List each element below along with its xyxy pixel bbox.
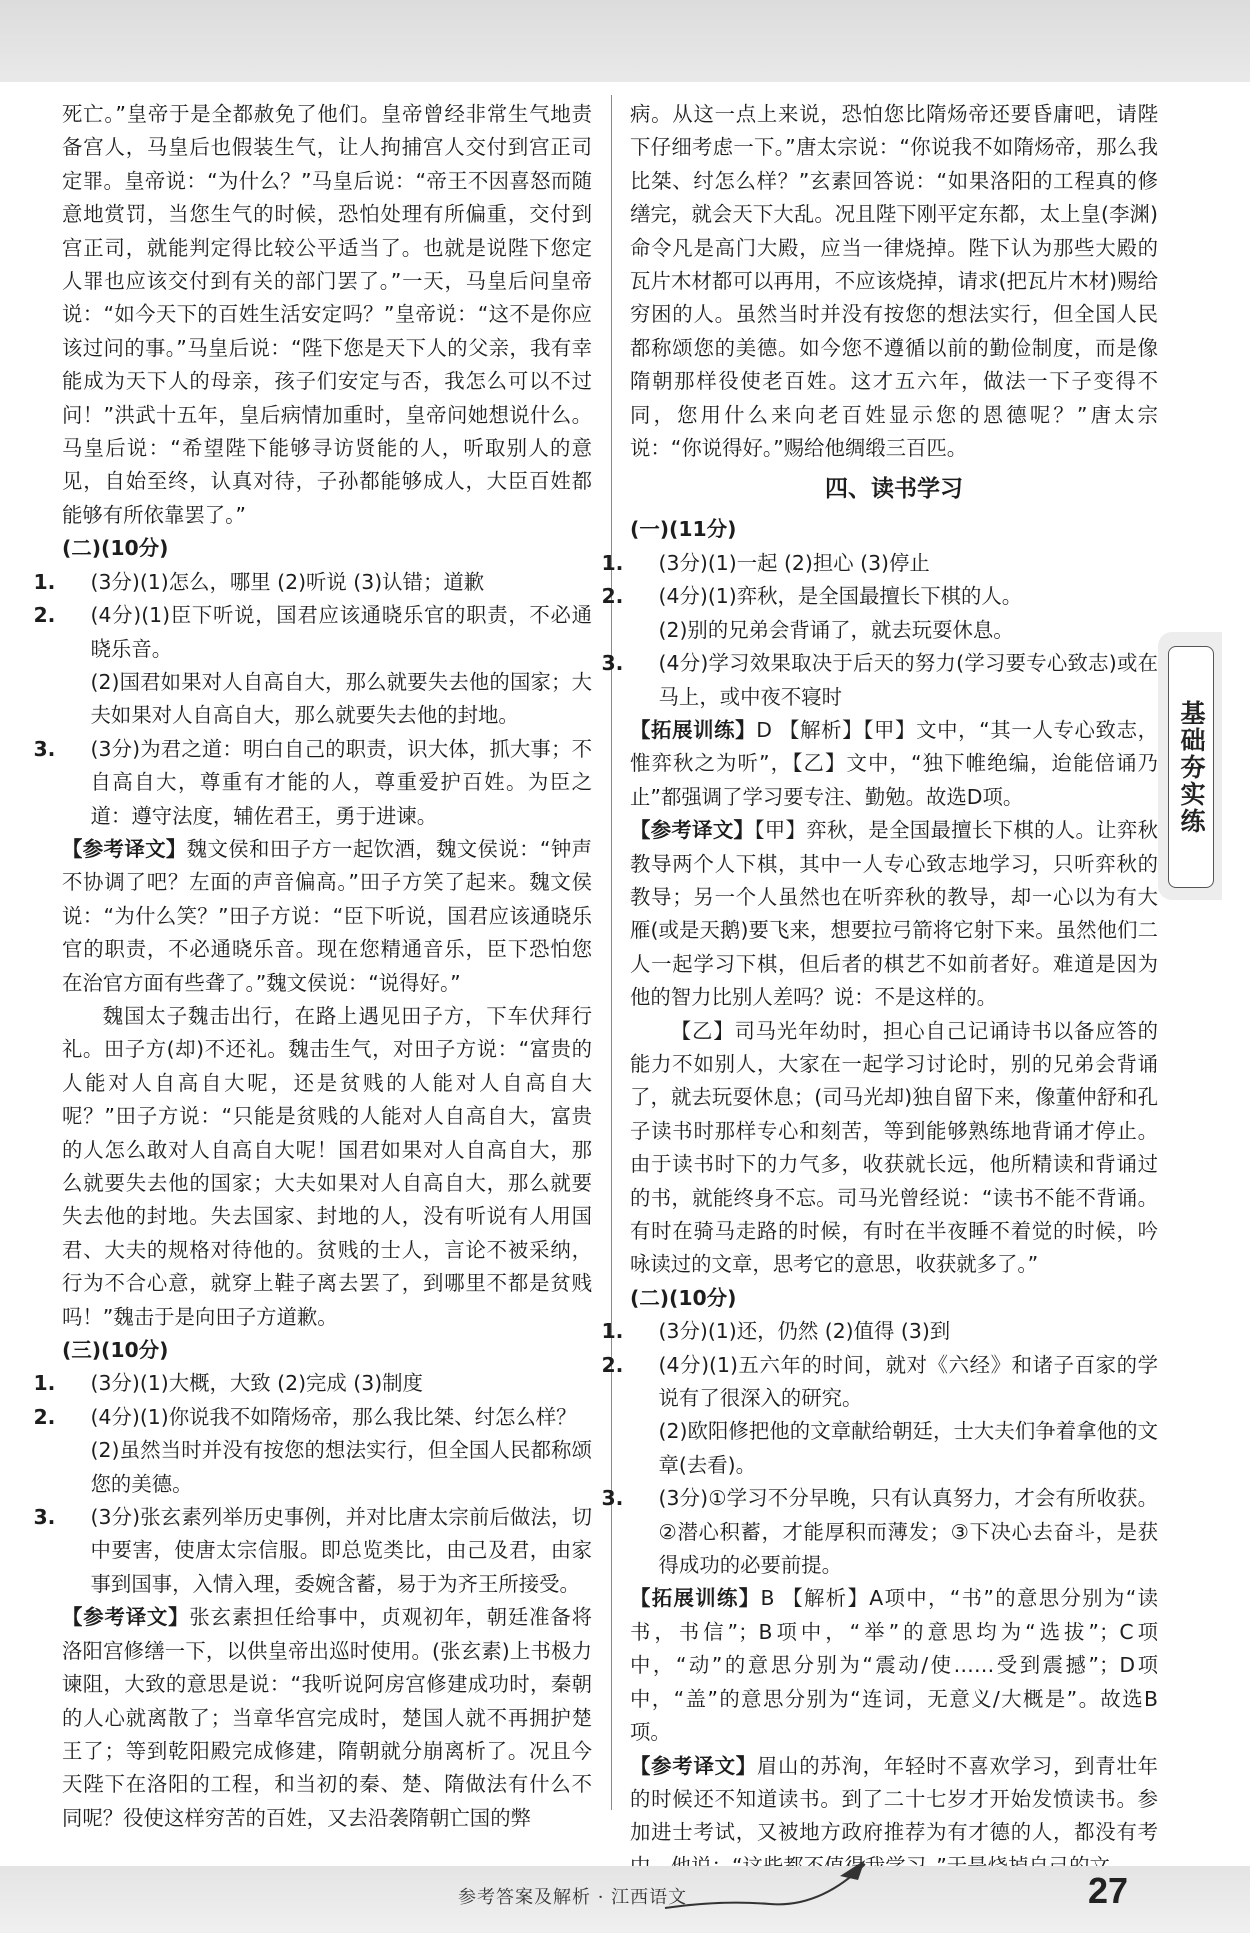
translation-paragraph: 魏国太子魏击出行，在路上遇见田子方，下车伏拜行礼。田子方(却)不还礼。魏击生气，对田子方说：“富贵的人能对人自高自大呢，还是贫贱的人能对人自高自大呢？”田子方说：“只能是贫贱的人能对人自高自大，富贵的人怎么敢对人自高自大呢！国君如果对人自高自大，那么就要失去他的国家；大夫如果对人自高自大，那么就要失去他的封地。失去国家、封地的人，没有听说有人用国君、大夫的规格对待他的。贫贱的士人，言论不被采纳，行为不合心意，就穿上鞋子离去罢了，到哪里不都是贫贱吗！”魏击于是向田子方道歉。	[62, 1003, 592, 1329]
question-item: 1. (3分)(1)一起 (2)担心 (3)停止	[601, 550, 930, 575]
right-column	[601, 98, 1159, 1883]
translation: 【参考译文】眉山的苏洵，年轻时不喜欢学习，到青壮年的时候还不知道读书。到了二十七岁才开始发愤读书。参加进士考试，又被地方政府推荐为有才德的人，都没有考	[630, 1753, 1159, 1845]
footer-title: 参考答案及解析 · 江西语文	[458, 1887, 688, 1908]
question-item: 3. (3分)为君之道：明白自己的职责，识大体，抓大事；不自高自大，尊重有才能的人，尊重爱护百姓。为臣之道：遵守法度，辅佐君王，勇于进谏。	[33, 736, 592, 828]
pen-icon	[660, 1856, 870, 1916]
translation-paragraph: 【乙】司马光年幼时，担心自己记诵诗书以备应答的能力不如别人，大家在一起学习讨论时，别的兄弟会背诵了，就去玩耍休息；(司马光却)独自留下来，像董仲舒和孔子读书时那样专心和刻苦，等到能够熟练地背诵才停止。由于读书时下的力气多，收获就长远，他所精读和背诵过的书，就能终身不忘。司马光曾经说：“读书不能不背诵。有时在骑马走路的时候，有时在半夜睡不着觉的时候，吟咏读过的文章，思考它的意思，收获就多了。”	[630, 1018, 1158, 1277]
question-item: 1. (3分)(1)怎么，哪里 (2)听说 (3)认错；道歉	[33, 569, 485, 594]
translation: 【参考译文】【甲】弈秋，是全国最擅长下棋的人。让弈秋教导两个人下棋，其中一人专心致志地学习，只听弈秋的教导；另一个人虽然也在听弈秋的教导，却一心以为有大雁(或是天鹅)要飞来，想要拉弓箭将它射下来。虽然他们二人一起学习下棋，但后者的棋艺不如前者好。难道是因为他的智力比别人差吗？说：不是这样的。	[630, 818, 1158, 1010]
extension-exercise: 【拓展训练】B 【解析】A项中，“书”的意思分别为“读书，书信”；B项中，“举”的意思均为“选拔”；C项中，“动”的意思分别为“震动/使……受到震撼”；D项中，“盖”的意思分别为“连词，无意义/大概是”。故选B项。	[630, 1586, 1159, 1745]
left-column	[33, 98, 593, 1835]
side-tab-label: 基础夯实练	[1168, 646, 1214, 888]
translation: 【参考译文】魏文侯和田子方一起饮酒，魏文侯说：“钟声不协调了吧？左面的声音偏高。”田子方笑了起来。魏文侯说：“为什么笑？”田子方说：“臣下听说，国君应该通晓乐官的职责，不必通晓乐音。现在您精通音乐，臣下恐怕您在治官方面有些聋了。”魏文侯说：“说得好。”	[62, 836, 593, 995]
question-item: 1. (3分)(1)大概，大致 (2)完成 (3)制度	[33, 1371, 423, 1396]
page-number: 27	[1088, 1870, 1129, 1911]
question-subitem: (2)别的兄弟会背诵了，就去玩耍休息。	[658, 617, 1014, 642]
paragraph: 病。从这一点上来说，恐怕您比隋炀帝还要昏庸吧，请陛下仔细考虑一下。”唐太宗说：“你说我不如隋炀帝，那么我比桀、纣怎么样？”玄素回答说：“如果洛阳的工程真的修缮完，就会天下大乱。况且陛下刚平定东都，太上皇(李渊)命令凡是高门大殿，应当一律烧掉。陛下认为那些大殿的瓦片木材都可以再用，不应该烧掉，请求(把瓦片木材)赐给穷困的人。虽然当时并没有按您的想法实行，但全国人民都称颂您的美德。如今您不遵循以前的勤俭制度，而是像隋朝那样役使老百姓。这才五六年，做法一下子变得不同，您用什么来向老百姓显示您的恩德呢？”唐太宗说：“你说得好。”赐给他绸缎三百匹。	[630, 102, 1158, 461]
question-item: 2. (4分)(1)五六年的时间，就对《六经》和诸子百家的学说有了很深入的研究。	[601, 1352, 1158, 1411]
paragraph: 死亡。”皇帝于是全都赦免了他们。皇帝曾经非常生气地责备宫人，马皇后也假装生气，让人拘捕宫人交付到宫正司定罪。皇帝说：“为什么？”马皇后说：“帝王不因喜怒而随意地赏罚，当您生气的时候，恐怕处理有所偏重，交付到宫正司，就能判定得比较公平适当了。也就是说陛下您定人罪也应该交付到有关的部门罢了。”一天，马皇后问皇帝说：“如今天下的百姓生活安定吗？”皇帝说：“这不是你应该过问的事。”马皇后说：“陛下您是天下人的父亲，我有幸能成为天下人的母亲，孩子们安定与否，我怎么可以不过问！”洪武十五年，皇后病情加重时，皇帝问她想说什么。马皇后说：“希望陛下能够寻访贤能的人，听取别人的意见，自始至终，认真对待，子孙都能够成人，大臣百姓都能够有所依靠罢了。”	[62, 102, 592, 527]
section-heading: (二)(10分)	[62, 536, 169, 561]
extension-exercise: 【拓展训练】D 【解析】【甲】文中，“其一人专心致志，惟弈秋之为听”，【乙】文中，“独下帷绝编，迨能倍诵乃止”都强调了学习要专注、勤勉。故选D项。	[630, 717, 1158, 809]
question-item: 3. (4分)学习效果取决于后天的努力(学习要专心致志)或在马上，或中夜不寝时	[601, 651, 1158, 709]
side-tab	[1158, 632, 1222, 900]
question-item: 1. (3分)(1)还，仍然 (2)值得 (3)到	[601, 1319, 951, 1344]
section-heading: (三)(10分)	[62, 1338, 169, 1363]
translation: 【参考译文】张玄素担任给事中，贞观初年，朝廷准备将洛阳宫修缮一下，以供皇帝出巡时使用。(张玄素)上书极力谏阻，大致的意思是说：“我听说阿房宫修建成功时，秦朝的人心就离散了；当章华宫完成时，楚国人就不再拥护楚王了；等到乾阳殿完成修建，隋朝就分崩离析了。况且今天陛下在洛阳的工程，和当初的秦、楚、隋做法有什么不同呢？役使这样穷苦的百姓，又去沿袭隋朝亡国的弊	[62, 1605, 593, 1830]
question-item: 2. (4分)(1)弈秋，是全国最擅长下棋的人。	[601, 584, 1023, 609]
question-subitem: (2)虽然当时并没有按您的想法实行，但全国人民都称颂您的美德。	[90, 1438, 592, 1496]
section-heading: (二)(10分)	[630, 1285, 737, 1310]
question-item: 3. (3分)张玄素列举历史事例，并对比唐太宗前后做法，切中要害，使唐太宗信服。即总览类比，由己及君，由家事到国事，入情入理，委婉含蓄，易于为齐王所接受。	[33, 1505, 592, 1596]
column-divider	[611, 95, 612, 1810]
section-heading: (一)(11分)	[630, 517, 737, 542]
question-item: 3. (3分)①学习不分早晚，只有认真努力，才会有所收获。②潜心积蓄，才能厚积而薄发；③下决心去奋斗，是获得成功的必要前提。	[601, 1486, 1158, 1578]
question-item: 2. (4分)(1)臣下听说，国君应该通晓乐官的职责，不必通晓乐音。	[33, 603, 592, 661]
chapter-heading: 四、读书学习	[825, 476, 963, 503]
question-subitem: (2)国君如果对人自高自大，那么就要失去他的国家；大夫如果对人自高自大，那么就要失去他的封地。	[90, 669, 592, 728]
question-subitem: (2)欧阳修把他的文章献给朝廷，士大夫们争着拿他的文章(去看)。	[658, 1419, 1158, 1477]
question-item: 2. (4分)(1)你说我不如隋炀帝，那么我比桀、纣怎么样？	[33, 1404, 577, 1429]
top-band	[0, 0, 1250, 82]
